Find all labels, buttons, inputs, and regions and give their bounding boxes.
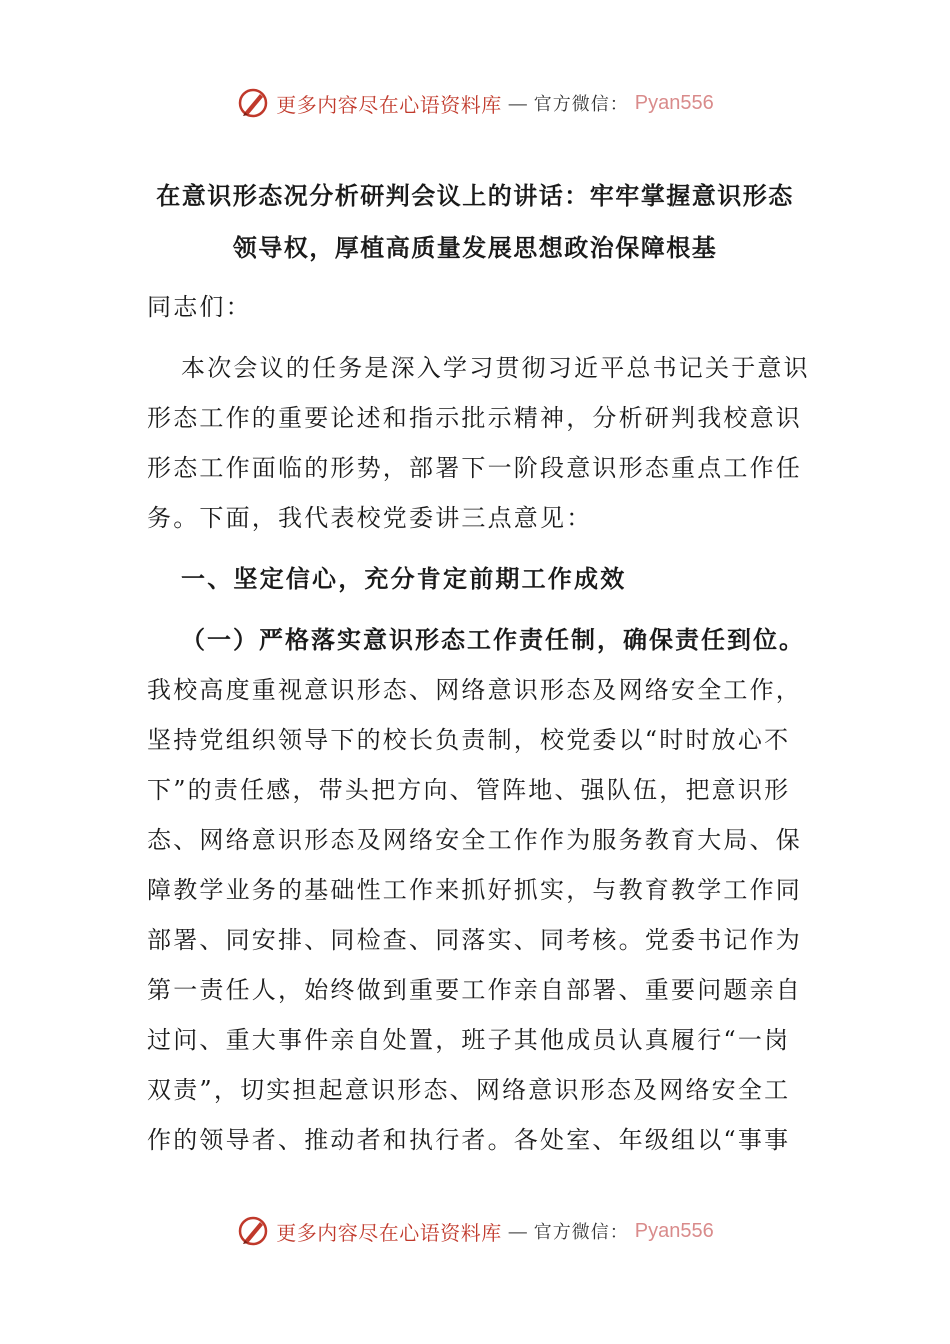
body-line: 障教学业务的基础性工作来抓好抓实，与教育教学工作同 (147, 876, 802, 904)
body-line: 态、网络意识形态及网络安全工作作为服务教育大局、保 (147, 826, 802, 854)
intro-line: 本次会议的任务是深入学习贯彻习近平总书记关于意识 (181, 354, 810, 382)
footer-banner (0, 1211, 950, 1251)
intro-line: 形态工作的重要论述和指示批示精神，分析研判我校意识 (147, 404, 802, 432)
salutation: 同志们： (147, 293, 252, 321)
pen-logo-icon (236, 86, 270, 120)
body-line: 部署、同安排、同检查、同落实、同考核。党委书记作为 (147, 926, 802, 954)
banner-brand-text: 更多内容尽在心语资料库 (276, 1220, 502, 1245)
body-line: 我校高度重视意识形态、网络意识形态及网络安全工作， (147, 676, 802, 704)
header-banner (0, 83, 950, 123)
body-line: 坚持党组织领导下的校长负责制，校党委以“时时放心不 (147, 726, 791, 754)
body-line: 第一责任人，始终做到重要工作亲自部署、重要问题亲自 (147, 976, 802, 1004)
document-title-line-2: 领导权，厚植高质量发展思想政治保障根基 (232, 233, 718, 262)
body-line: 双责”，切实担起意识形态、网络意识形态及网络安全工 (147, 1076, 791, 1104)
banner-wechat-label: 官方微信： (533, 1222, 629, 1243)
body-line: 过问、重大事件亲自处置，班子其他成员认真履行“一岗 (147, 1026, 791, 1054)
banner-dash: — (507, 1219, 528, 1243)
intro-line: 务。下面，我代表校党委讲三点意见： (147, 504, 593, 532)
intro-line: 形态工作面临的形势，部署下一阶段意识形态重点工作任 (147, 454, 802, 482)
subsection-1-heading: （一）严格落实意识形态工作责任制，确保责任到位。 (181, 625, 805, 654)
pen-logo-icon (236, 1214, 270, 1248)
banner-wechat-label: 官方微信： (533, 94, 629, 115)
banner-wechat-id: Pyan556 (634, 1219, 714, 1242)
body-line: 下”的责任感，带头把方向、管阵地、强队伍，把意识形 (147, 776, 791, 804)
document-title-line-1: 在意识形态况分析研判会议上的讲话：牢牢掌握意识形态 (156, 181, 794, 210)
section-1-heading: 一、坚定信心，充分肯定前期工作成效 (181, 564, 627, 593)
body-line: 作的领导者、推动者和执行者。各处室、年级组以“事事 (147, 1126, 791, 1154)
banner-brand-text: 更多内容尽在心语资料库 (276, 92, 502, 117)
banner-dash: — (507, 91, 528, 115)
banner-wechat-id: Pyan556 (634, 91, 714, 114)
